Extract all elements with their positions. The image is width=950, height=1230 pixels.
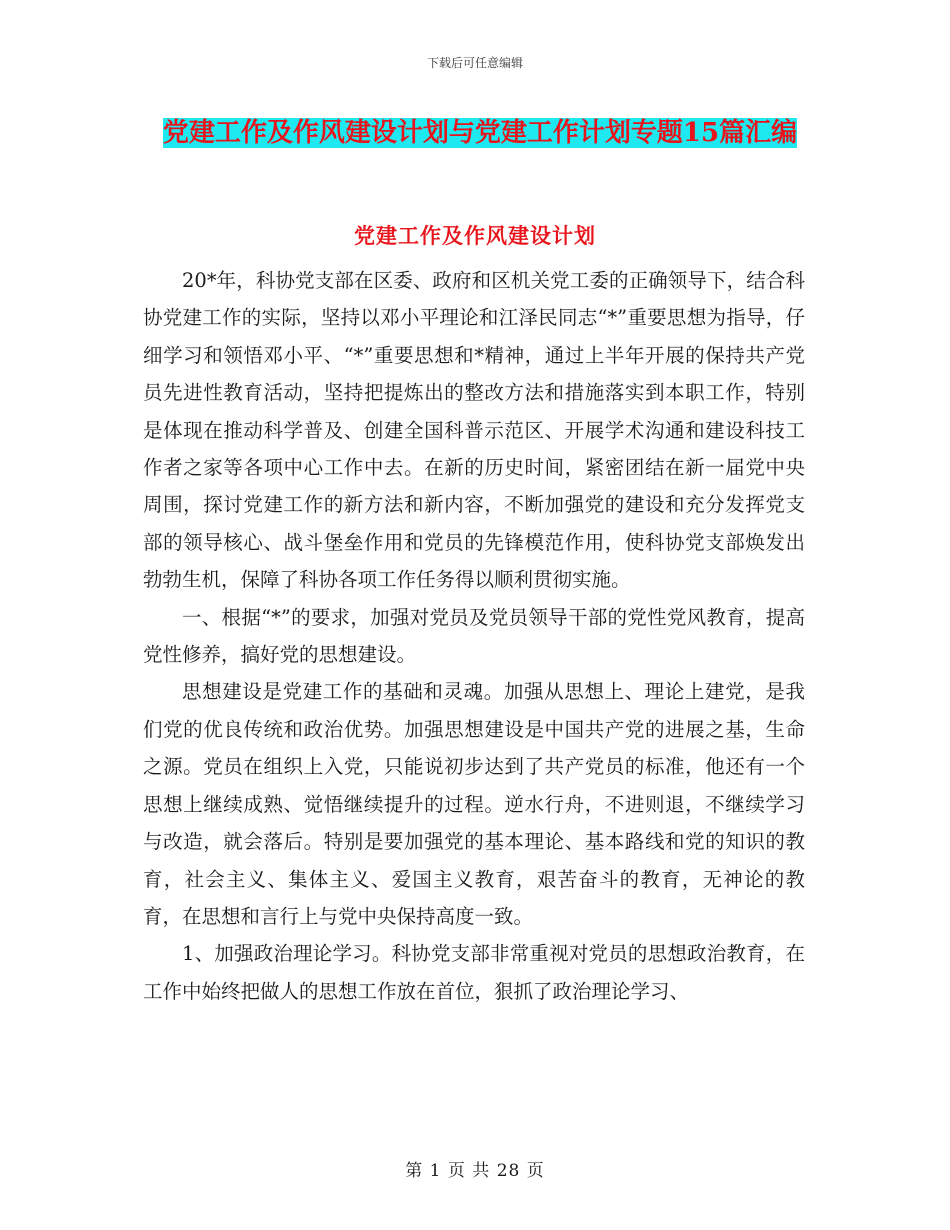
paragraph-3: 思想建设是党建工作的基础和灵魂。加强从思想上、理论上建党，是我们党的优良传统和政治优势。加强思想建设是中国共产党的进展之基，生命之源。党员在组织上入党，只能说初步达到了共产党员的标准，他还有一个思想上继续成熟、觉悟继续提升的过程。逆水行舟，不进则退，不继续学习与改造，就会落后。特别是要加强党的基本理论、基本路线和党的知识的教育，社会主义、集体主义、爱国主义教育，艰苦奋斗的教育，无神论的教育，在思想和言行上与党中央保持高度一致。	[143, 680, 805, 928]
paragraph-4: 1、加强政治理论学习。科协党支部非常重视对党员的思想政治教育，在工作中始终把做人的思想工作放在首位，狠抓了政治理论学习、	[143, 942, 805, 1003]
document-title	[140, 110, 820, 156]
body-text	[143, 262, 805, 1010]
header-note: 下载后可任意编辑	[426, 56, 523, 70]
document-title-text: 党建工作及作风建设计划与党建工作计划专题15篇汇编	[162, 118, 798, 148]
page-number: 第 1 页 共 28 页	[405, 1161, 545, 1181]
paragraph-1: 20*年，科协党支部在区委、政府和区机关党工委的正确领导下，结合科协党建工作的实际，坚持以邓小平理论和江泽民同志“*”重要思想为指导，仔细学习和领悟邓小平、“*”重要思想和*精神，通过上半年开展的保持共产党员先进性教育活动，坚持把提炼出的整改方法和措施落实到本职工作，特别是体现在推动科学普及、创建全国科普示范区、开展学术沟通和建设科技工作者之家等各项中心工作中去。在新的历史时间，紧密团结在新一届党中央周围，探讨党建工作的新方法和新内容，不断加强党的建设和充分发挥党支部的领导核心、战斗堡垒作用和党员的先锋模范作用，使科协党支部焕发出勃勃生机，保障了科协各项工作任务得以顺利贯彻实施。	[143, 269, 805, 592]
paragraph-2: 一、根据“*”的要求，加强对党员及党员领导干部的党性党风教育，提高党性修养，搞好党的思想建设。	[143, 605, 805, 667]
section-title: 党建工作及作风建设计划	[354, 223, 596, 248]
